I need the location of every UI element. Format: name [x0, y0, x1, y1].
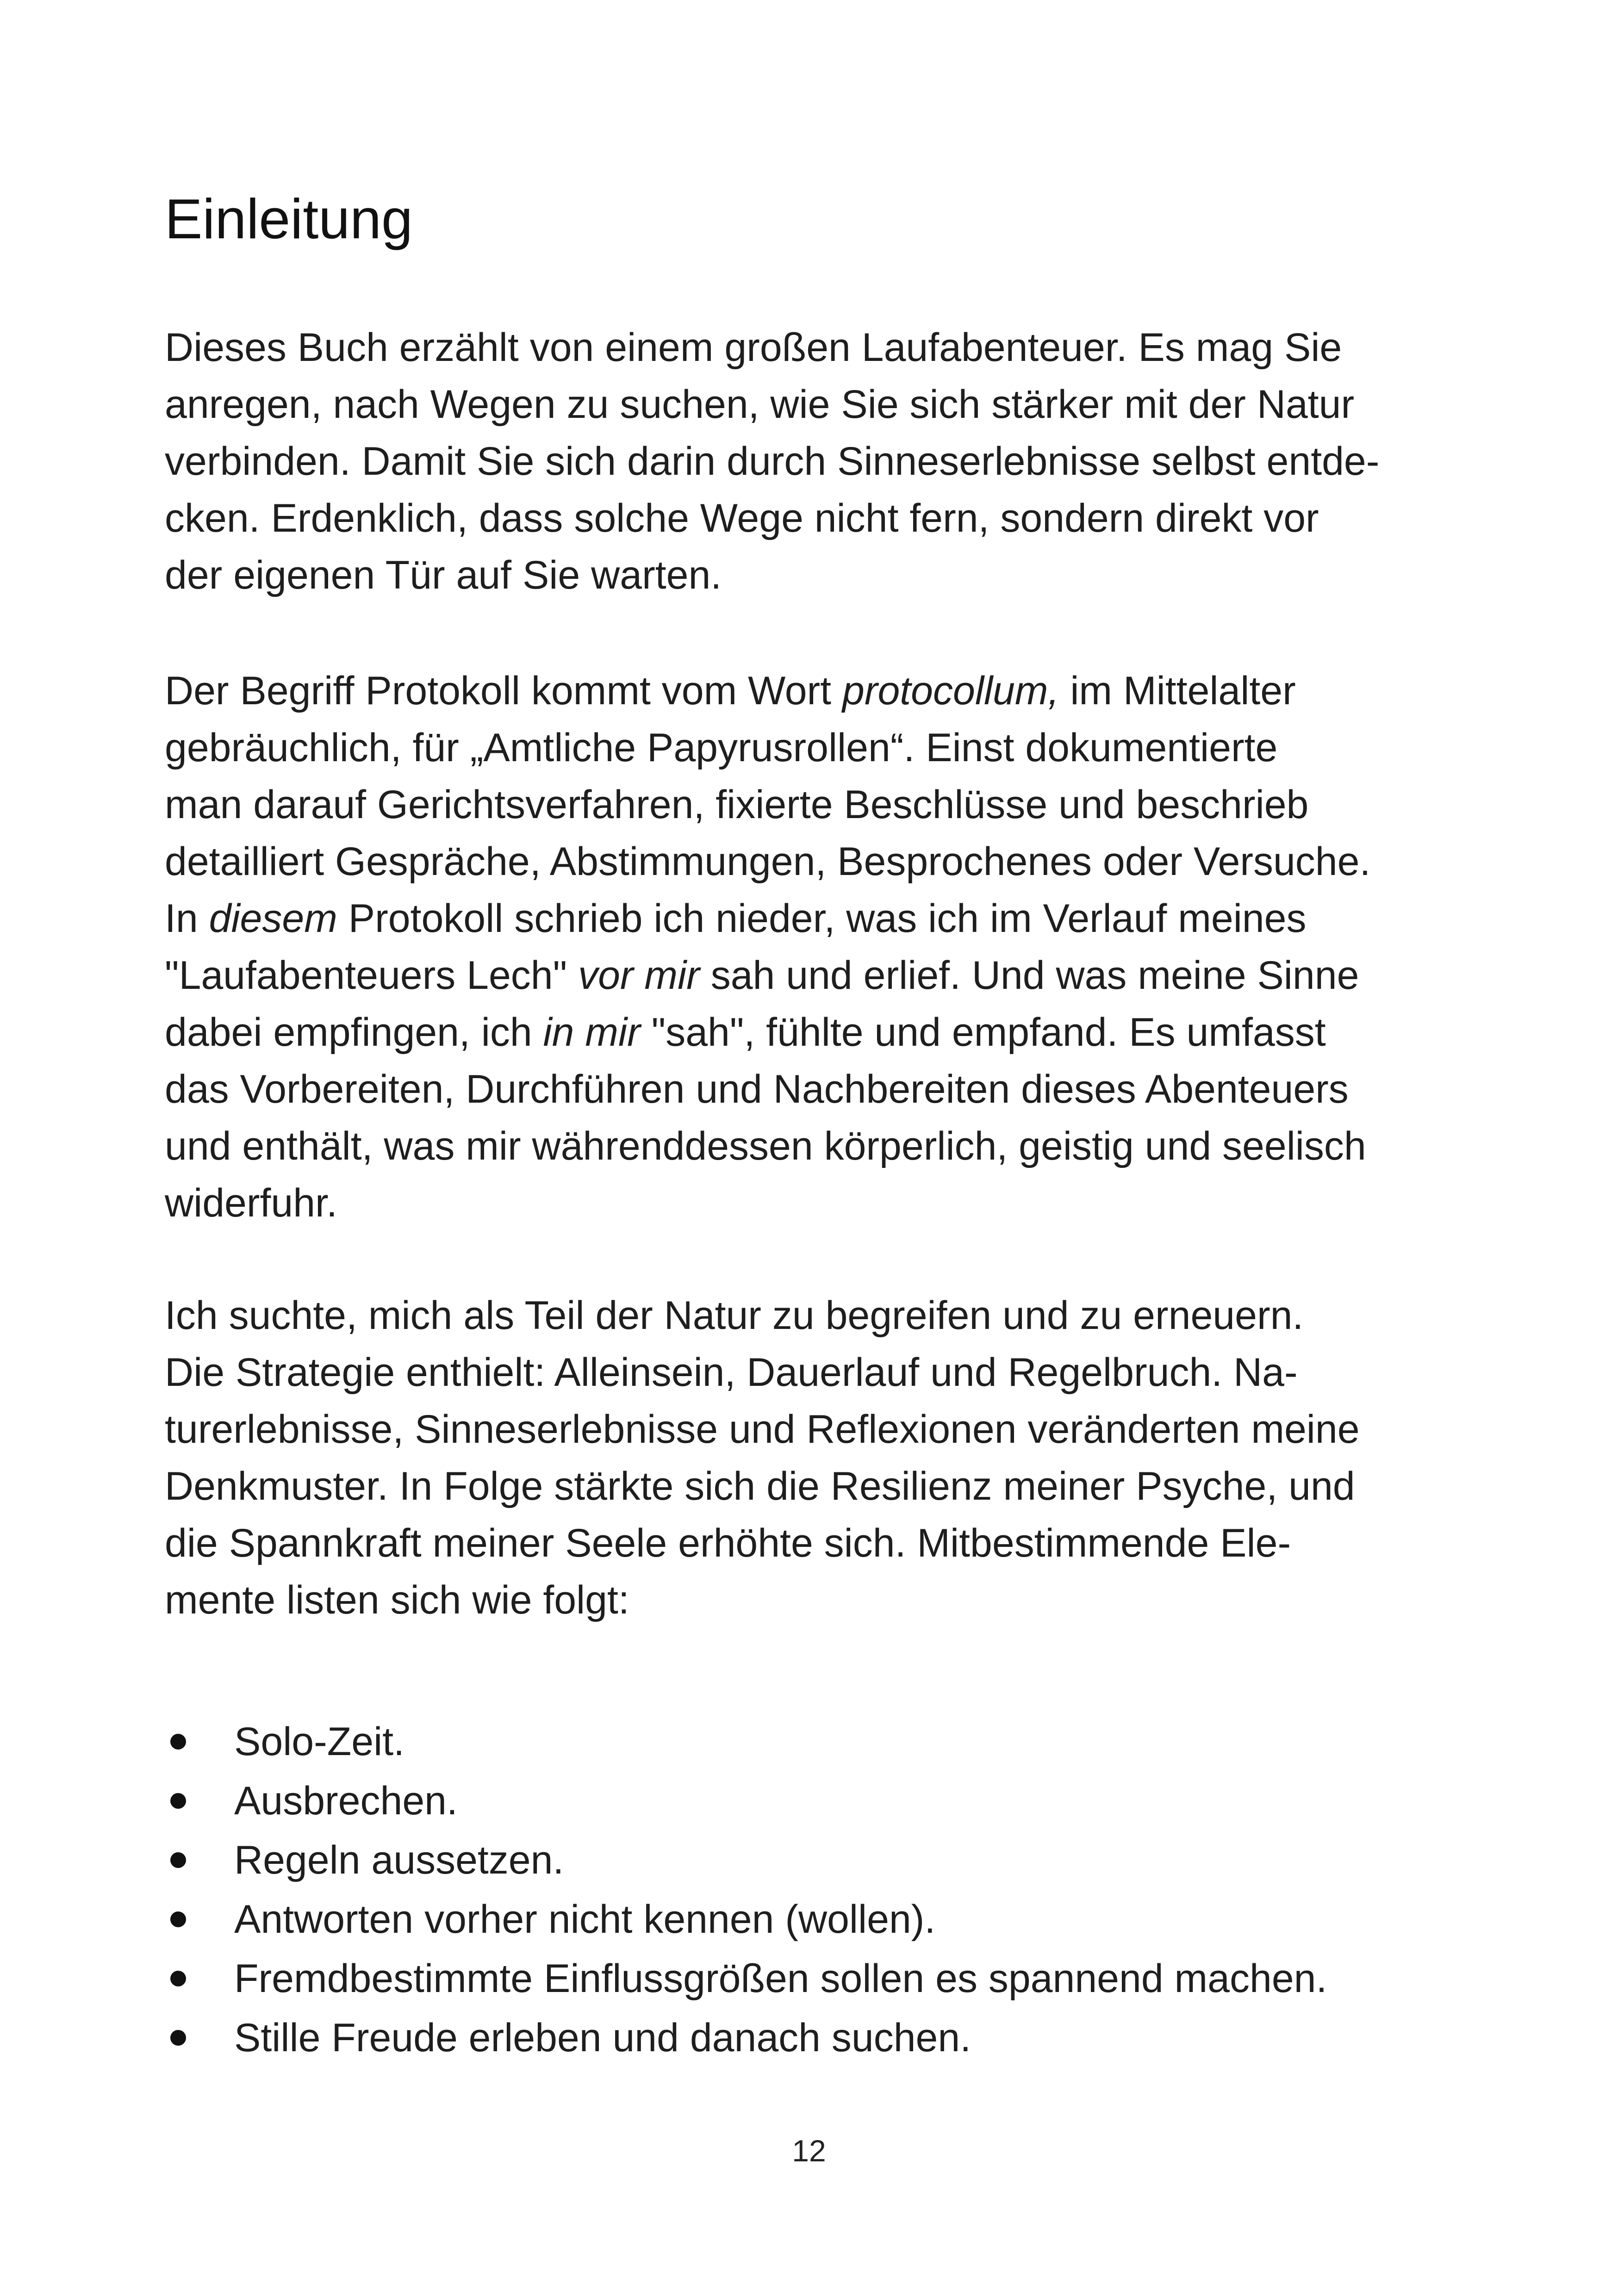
list-item-text: Stille Freude erleben und danach suchen. — [234, 2016, 971, 2060]
list-item-text: Regeln aussetzen. — [234, 1838, 564, 1882]
text-run: sah und erlief. Und was meine Sinne — [699, 953, 1359, 998]
text-line: das Vorbereiten, Durchführen und Nachbereiten dieses Abenteuers — [165, 1067, 1349, 1111]
list-item — [165, 1949, 1327, 2008]
text-line: und enthält, was mir währenddessen körperlich, geistig und seelisch — [165, 1124, 1366, 1168]
text-line: mente listen sich wie folgt: — [165, 1578, 629, 1622]
page-number: 12 — [792, 2134, 826, 2168]
paragraph-protocol — [165, 663, 1461, 1232]
text-run: "sah", fühlte und empfand. Es umfasst — [640, 1010, 1326, 1055]
paragraph-strategy — [165, 1287, 1461, 1629]
italic-text: diesem — [209, 896, 337, 941]
text-line — [165, 1004, 1461, 1061]
bullet-icon — [170, 1971, 186, 1986]
chapter-heading: Einleitung — [165, 187, 413, 250]
list-item — [165, 1890, 1327, 1949]
bullet-icon — [170, 2030, 186, 2046]
list-item — [165, 1831, 1327, 1890]
bullet-icon — [170, 1734, 186, 1750]
text-line: die Spannkraft meiner Seele erhöhte sich. Mitbestimmende Ele- — [165, 1521, 1291, 1565]
text-line: cken. Erdenklich, dass solche Wege nicht fern, sondern direkt vor — [165, 496, 1319, 540]
text-line: Die Strategie enthielt: Alleinsein, Dauerlauf und Regelbruch. Na- — [165, 1350, 1298, 1395]
text-line: detailliert Gespräche, Abstimmungen, Besprochenes oder Versuche. — [165, 839, 1371, 884]
text-line: gebräuchlich, für „Amtliche Papyrusrollen“. Einst dokumentierte — [165, 726, 1278, 770]
list-item-text: Antworten vorher nicht kennen (wollen). — [234, 1897, 936, 1942]
italic-text: protocollum, — [842, 669, 1059, 713]
text-line: verbinden. Damit Sie sich darin durch Sinneserlebnisse selbst entde- — [165, 439, 1380, 484]
bullet-icon — [170, 1793, 186, 1809]
text-line: widerfuhr. — [165, 1181, 337, 1225]
text-line: man darauf Gerichtsverfahren, fixierte Beschlüsse und beschrieb — [165, 782, 1309, 827]
paragraph-intro — [165, 319, 1461, 604]
text-line: Ich suchte, mich als Teil der Natur zu begreifen und zu erneuern. — [165, 1293, 1304, 1338]
elements-list — [165, 1712, 1327, 2067]
text-line: der eigenen Tür auf Sie warten. — [165, 553, 722, 597]
text-line: Dieses Buch erzählt von einem großen Laufabenteuer. Es mag Sie — [165, 325, 1342, 370]
text-line — [165, 890, 1461, 947]
list-item-text: Ausbrechen. — [234, 1779, 458, 1823]
text-run: im Mittelalter — [1059, 669, 1296, 713]
text-run: In — [165, 896, 209, 941]
list-item — [165, 2008, 1327, 2067]
list-item-text: Fremdbestimmte Einflussgrößen sollen es spannend machen. — [234, 1956, 1327, 2001]
text-line — [165, 663, 1461, 720]
text-line — [165, 947, 1461, 1004]
text-run: Protokoll schrieb ich nieder, was ich im Verlauf meines — [337, 896, 1307, 941]
list-item — [165, 1771, 1327, 1831]
italic-text: vor mir — [578, 953, 700, 998]
text-run: dabei empfingen, ich — [165, 1010, 543, 1055]
text-line: anregen, nach Wegen zu suchen, wie Sie sich stärker mit der Natur — [165, 382, 1355, 427]
text-run: "Laufabenteuers Lech" — [165, 953, 579, 998]
list-item — [165, 1712, 1327, 1771]
italic-text: in mir — [543, 1010, 641, 1055]
bullet-icon — [170, 1852, 186, 1868]
text-run: Der Begriff Protokoll kommt vom Wort — [165, 669, 842, 713]
text-line: Denkmuster. In Folge stärkte sich die Resilienz meiner Psyche, und — [165, 1464, 1355, 1508]
text-line: turerlebnisse, Sinneserlebnisse und Reflexionen veränderten meine — [165, 1407, 1360, 1452]
bullet-icon — [170, 1911, 186, 1927]
list-item-text: Solo-Zeit. — [234, 1719, 405, 1764]
